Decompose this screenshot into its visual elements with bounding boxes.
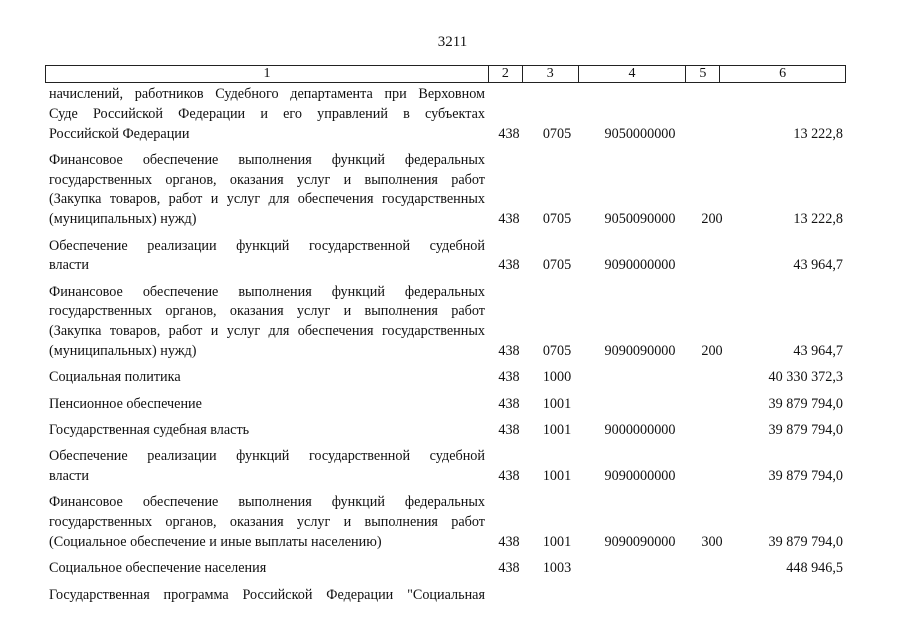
table-row	[49, 559, 849, 579]
col-rz: 1000	[542, 369, 572, 386]
col-sum: 43 964,7	[793, 343, 843, 360]
description-line: Пенсионное обеспечение	[49, 395, 202, 412]
header-col-1: 1	[46, 66, 489, 82]
description-line: Социальная политика	[49, 369, 181, 386]
description-line: власти	[49, 257, 89, 274]
col-sum: 40 330 372,3	[768, 369, 843, 386]
description-line: Государственная судебная власть	[49, 421, 250, 438]
row-description	[49, 237, 485, 277]
col-csr: 9090000000	[604, 468, 676, 485]
col-sum: 39 879 794,0	[768, 421, 843, 438]
table-row	[49, 421, 849, 441]
description-line: Социальное обеспечение населения	[49, 560, 267, 577]
col-sum: 39 879 794,0	[768, 468, 843, 485]
col-csr: 9090090000	[604, 533, 676, 550]
table-row	[49, 586, 849, 606]
table-row	[49, 151, 849, 230]
header-col-4: 4	[579, 66, 687, 82]
header-col-3: 3	[523, 66, 579, 82]
col-gr: 438	[498, 211, 520, 228]
row-description	[49, 395, 485, 415]
col-rz: 1003	[542, 560, 572, 577]
header-col-5: 5	[686, 66, 720, 82]
col-rz: 1001	[542, 468, 572, 485]
header-col-6: 6	[779, 66, 787, 81]
row-description	[49, 559, 485, 579]
col-csr: 9000000000	[604, 421, 676, 438]
description-line: (муниципальных) нужд)	[49, 211, 197, 228]
col-gr: 438	[498, 468, 520, 485]
description-line: начислений, работников Судебного департамента при Верховном	[49, 86, 485, 102]
description-line: государственных органов, оказания услуг и выполнения работ	[49, 303, 485, 320]
col-gr: 438	[498, 533, 520, 550]
row-description	[49, 368, 485, 388]
description-line: Финансовое обеспечение выполнения функций федеральных	[49, 283, 485, 300]
col-rz: 1001	[542, 421, 572, 438]
col-gr: 438	[498, 343, 520, 360]
col-rz: 1001	[542, 533, 572, 550]
row-description	[49, 586, 485, 606]
description-line: Российской Федерации	[49, 125, 190, 142]
table-row	[49, 395, 849, 415]
description-line: Финансовое обеспечение выполнения функций федеральных	[49, 151, 485, 168]
page-number: 3211	[437, 34, 468, 50]
table-row	[49, 85, 849, 144]
col-sum: 39 879 794,0	[768, 395, 843, 412]
col-csr: 9090090000	[604, 343, 676, 360]
table-row	[49, 368, 849, 388]
col-csr: 9050000000	[604, 125, 676, 142]
col-csr: 9090000000	[604, 257, 676, 274]
col-sum: 448 946,5	[786, 560, 843, 577]
col-vr: 300	[701, 533, 723, 550]
description-line: государственных органов, оказания услуг и выполнения работ	[49, 514, 485, 531]
col-gr: 438	[498, 421, 520, 438]
row-description	[49, 421, 485, 441]
col-rz: 0705	[542, 125, 572, 142]
col-rz: 0705	[542, 257, 572, 274]
row-description	[49, 151, 485, 230]
table-header	[45, 65, 846, 83]
description-line: Суде Российской Федерации и его управлений в субъектах	[49, 105, 485, 122]
row-description	[49, 85, 485, 144]
table-row	[49, 237, 849, 277]
col-gr: 438	[498, 369, 520, 386]
description-line: (Социальное обеспечение и иные выплаты населению)	[49, 533, 382, 550]
description-line: власти	[49, 468, 89, 485]
description-line: государственных органов, оказания услуг и выполнения работ	[49, 171, 485, 188]
table-row	[49, 447, 849, 487]
description-line: (муниципальных) нужд)	[49, 343, 197, 360]
col-rz: 0705	[542, 211, 572, 228]
col-gr: 438	[498, 395, 520, 412]
row-description	[49, 493, 485, 552]
table-row	[49, 493, 849, 552]
col-sum: 39 879 794,0	[768, 533, 843, 550]
description-line: Финансовое обеспечение выполнения функций федеральных	[49, 494, 485, 511]
col-rz: 0705	[542, 343, 572, 360]
row-description	[49, 447, 485, 487]
col-rz: 1001	[542, 395, 572, 412]
header-col-2: 2	[489, 66, 523, 82]
col-csr: 9050090000	[604, 211, 676, 228]
table-body	[49, 85, 849, 612]
col-sum: 13 222,8	[793, 211, 843, 228]
col-gr: 438	[498, 560, 520, 577]
col-gr: 438	[498, 125, 520, 142]
col-vr: 200	[701, 343, 723, 360]
description-line: Обеспечение реализации функций государственной судебной	[49, 237, 485, 254]
description-line: Обеспечение реализации функций государственной судебной	[49, 448, 485, 465]
description-line: (Закупка товаров, работ и услуг для обеспечения государственных	[49, 323, 485, 340]
table-row	[49, 283, 849, 362]
description-line: (Закупка товаров, работ и услуг для обеспечения государственных	[49, 191, 485, 208]
col-sum: 43 964,7	[793, 257, 843, 274]
col-vr: 200	[701, 211, 723, 228]
description-line: Государственная программа Российской Федерации "Социальная	[49, 586, 485, 603]
row-description	[49, 283, 485, 362]
col-sum: 13 222,8	[793, 125, 843, 142]
col-gr: 438	[498, 257, 520, 274]
